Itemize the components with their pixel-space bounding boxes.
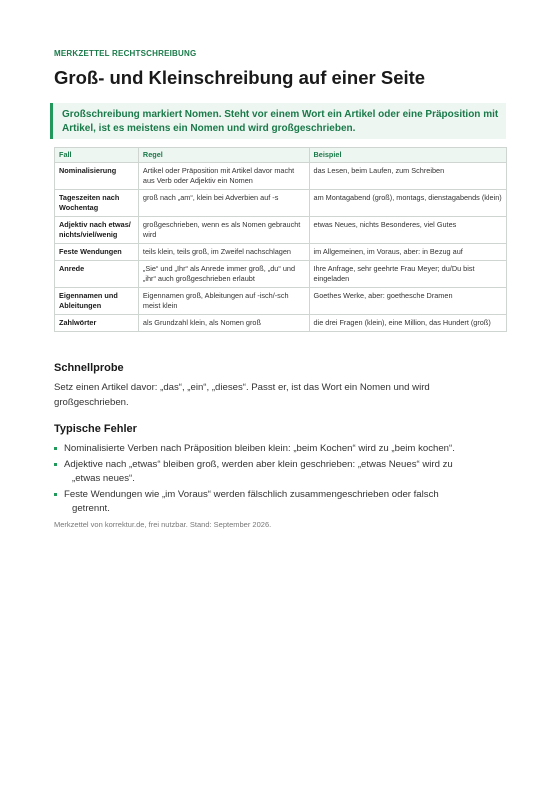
list-item-text: Feste Wendungen wie „im Voraus“ werden fälschlich zusammengeschrieben oder falsch	[64, 488, 439, 500]
cell-beispiel: am Montagabend (groß), montags, dienstagabends (klein)	[309, 190, 506, 217]
cell-regel: groß nach „am“, klein bei Adverbien auf -s	[138, 190, 309, 217]
schnellprobe-heading: Schnellprobe	[54, 362, 124, 374]
table-row	[55, 190, 507, 217]
cell-beispiel: Ihre Anfrage, sehr geehrte Frau Meyer; du/Du bist eingeladen	[309, 261, 506, 288]
bullet-icon	[54, 447, 57, 450]
table-row	[55, 261, 507, 288]
cell-fall: Anrede	[55, 261, 139, 288]
rules-table	[54, 147, 507, 332]
cell-fall: Feste Wendungen	[55, 244, 139, 261]
table-row	[55, 288, 507, 315]
list-item-continuation: „etwas neues“.	[72, 473, 135, 484]
callout-box: Großschreibung markiert Nomen. Steht vor einem Wort ein Artikel oder eine Präposition mit Artikel, ist es meistens ein Nomen und wird großgeschrieben.	[50, 103, 506, 139]
cell-regel: Artikel oder Präposition mit Artikel davor macht aus Verb oder Adjektiv ein Nomen	[138, 163, 309, 190]
cell-beispiel: Goethes Werke, aber: goethesche Dramen	[309, 288, 506, 315]
list-item	[54, 458, 506, 487]
schnellprobe-text: Setz einen Artikel davor: „das“, „ein“, „dieses“. Passt er, ist das Wort ein Nomen und wird großgeschrieben.	[54, 382, 430, 408]
table-row	[55, 217, 507, 244]
fehler-heading: Typische Fehler	[54, 423, 137, 435]
cell-regel: Eigennamen groß, Ableitungen auf -isch/-sch meist klein	[138, 288, 309, 315]
fehler-list	[54, 442, 506, 518]
list-item-text: Nominalisierte Verben nach Präposition bleiben klein: „beim Kochen“ wird zu „beim kochen“.	[64, 443, 455, 454]
header-regel: Regel	[138, 148, 309, 163]
cell-fall: Zahlwörter	[55, 315, 139, 332]
cell-fall: Tageszeiten nach Wochentag	[55, 190, 139, 217]
cell-regel: als Grundzahl klein, als Nomen groß	[138, 315, 309, 332]
bullet-icon	[54, 493, 57, 496]
cell-beispiel: etwas Neues, nichts Besonderes, viel Gutes	[309, 217, 506, 244]
cell-regel: teils klein, teils groß, im Zweifel nachschlagen	[138, 244, 309, 261]
bullet-icon	[54, 463, 57, 466]
list-item-continuation: getrennt.	[72, 503, 110, 514]
cell-fall: Nominalisierung	[55, 163, 139, 190]
cell-fall: Eigennamen und Ableitungen	[55, 288, 139, 315]
list-item	[54, 488, 506, 517]
cell-regel: „Sie“ und „Ihr“ als Anrede immer groß, „du“ und „ihr“ auch großgeschrieben erlaubt	[138, 261, 309, 288]
cell-beispiel: die drei Fragen (klein), eine Million, das Hundert (groß)	[309, 315, 506, 332]
table-header-row	[55, 148, 507, 163]
table-row	[55, 163, 507, 190]
cell-beispiel: im Allgemeinen, im Voraus, aber: in Bezug auf	[309, 244, 506, 261]
header-beispiel: Beispiel	[309, 148, 506, 163]
page-title: Groß- und Kleinschreibung auf einer Seite	[54, 67, 426, 88]
cell-fall: Adjektiv nach etwas/nichts/viel/wenig	[55, 217, 139, 244]
table-row	[55, 244, 507, 261]
list-item	[54, 442, 506, 457]
footer-note: Merkzettel von korrektur.de, frei nutzbar. Stand: September 2026.	[54, 520, 272, 529]
header-fall: Fall	[55, 148, 139, 163]
cell-beispiel: das Lesen, beim Laufen, zum Schreiben	[309, 163, 506, 190]
table-row	[55, 315, 507, 332]
cell-regel: großgeschrieben, wenn es als Nomen gebraucht wird	[138, 217, 309, 244]
eyebrow-label: MERKZETTEL RECHTSCHREIBUNG	[54, 49, 197, 58]
list-item-text: Adjektive nach „etwas“ bleiben groß, werden aber klein geschrieben: „etwas Neues“ wird zu	[64, 458, 453, 470]
